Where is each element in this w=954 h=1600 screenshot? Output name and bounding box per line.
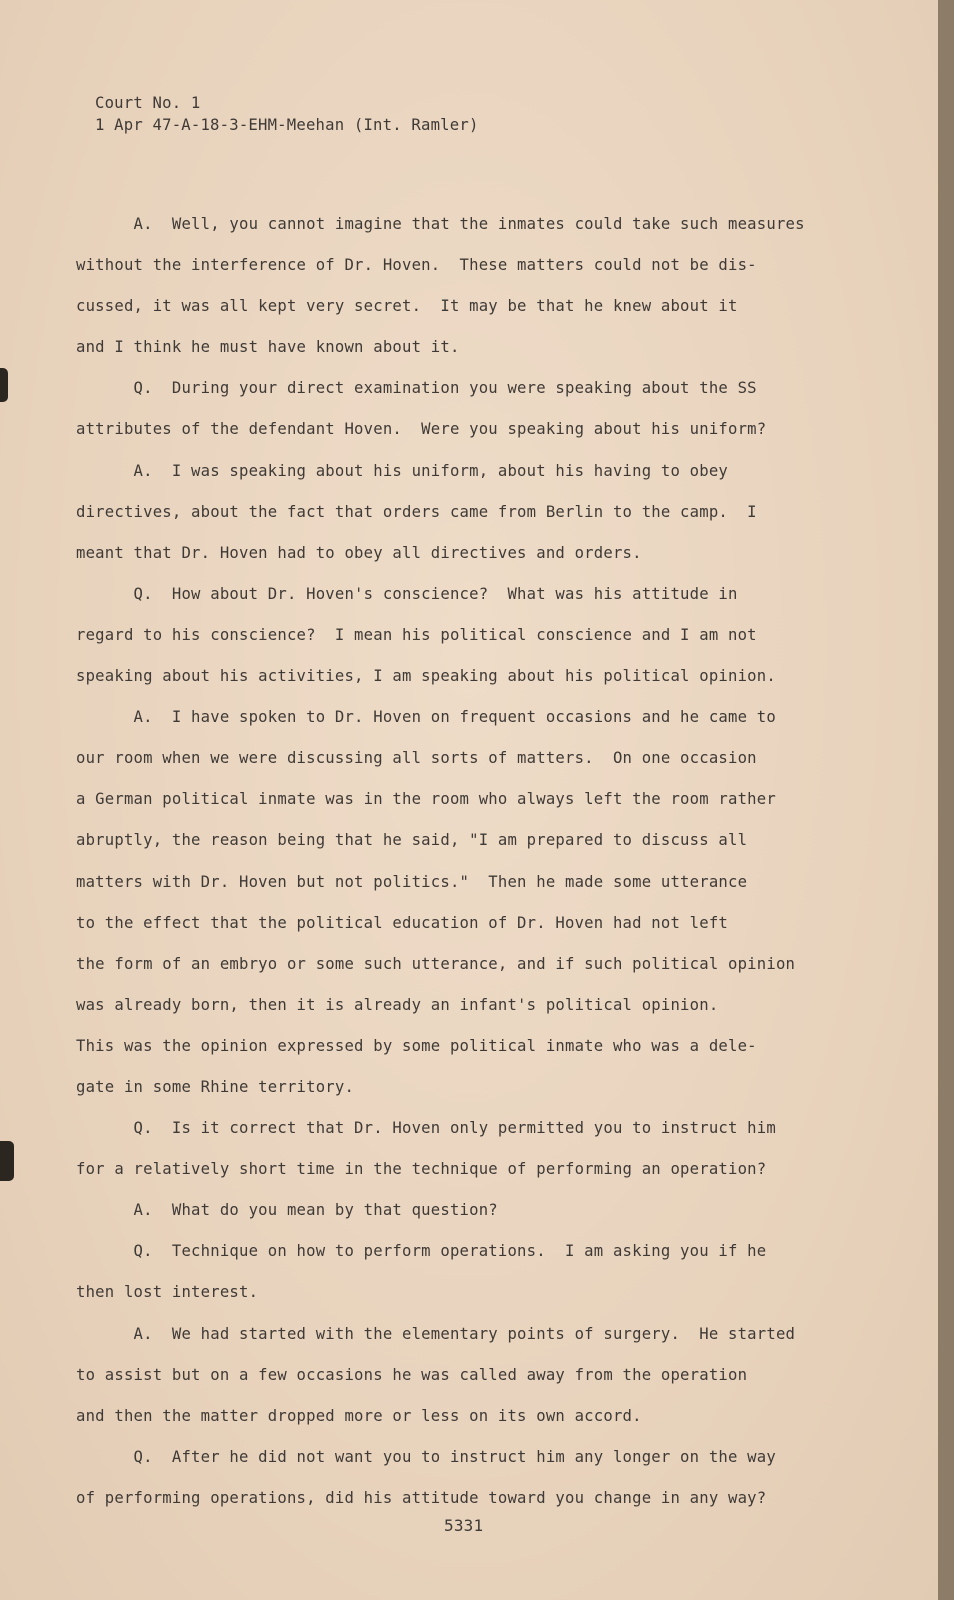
transcript-line-text: for a relatively short time in the technique of performing an operation? xyxy=(76,1160,767,1179)
transcript-line-text: of performing operations, did his attitude toward you change in any way? xyxy=(76,1488,767,1507)
transcript-line-text: without the interference of Dr. Hoven. These matters could not be dis- xyxy=(76,256,757,275)
transcript-line xyxy=(76,1076,926,1117)
transcript-body xyxy=(76,213,926,1528)
transcript-line-text: Q. Technique on how to perform operations. I am asking you if he xyxy=(76,1242,767,1261)
transcript-line-text: attributes of the defendant Hoven. Were you speaking about his uniform? xyxy=(76,420,767,439)
transcript-line xyxy=(76,583,926,624)
transcript-line-text: then lost interest. xyxy=(76,1283,259,1302)
transcript-line-text: directives, about the fact that orders came from Berlin to the camp. I xyxy=(76,502,757,521)
transcript-line xyxy=(76,213,926,254)
transcript-line-text: This was the opinion expressed by some political inmate who was a dele- xyxy=(76,1036,757,1055)
court-number: Court No. 1 xyxy=(95,94,201,112)
page-number: 5331 xyxy=(444,1516,484,1535)
transcript-line-text: matters with Dr. Hoven but not politics." Then he made some utterance xyxy=(76,872,748,891)
transcript-line xyxy=(76,460,926,501)
transcript-line-text: to the effect that the political education of Dr. Hoven had not left xyxy=(76,913,728,932)
transcript-line xyxy=(76,1405,926,1446)
transcript-line xyxy=(76,336,926,377)
transcript-line xyxy=(76,665,926,706)
transcript-line-text: gate in some Rhine territory. xyxy=(76,1077,355,1096)
transcript-line xyxy=(76,829,926,870)
transcript-line xyxy=(76,871,926,912)
transcript-line-text: Q. Is it correct that Dr. Hoven only permitted you to instruct him xyxy=(76,1119,776,1138)
transcript-line-text: A. What do you mean by that question? xyxy=(76,1201,498,1220)
transcript-line-text: and then the matter dropped more or less on its own accord. xyxy=(76,1406,642,1425)
transcript-line xyxy=(76,295,926,336)
transcript-line xyxy=(76,1199,926,1240)
transcript-line xyxy=(76,1117,926,1158)
transcript-line xyxy=(76,418,926,459)
transcript-line xyxy=(76,747,926,788)
transcript-line xyxy=(76,1364,926,1405)
transcript-line xyxy=(76,1487,926,1528)
transcript-line-text: and I think he must have known about it. xyxy=(76,338,460,357)
transcript-line-text: cussed, it was all kept very secret. It may be that he knew about it xyxy=(76,297,738,316)
transcript-line xyxy=(76,1281,926,1322)
transcript-line xyxy=(76,953,926,994)
transcript-line xyxy=(76,1446,926,1487)
binding-hole-bottom xyxy=(0,1141,14,1181)
transcript-line-text: abruptly, the reason being that he said, "I am prepared to discuss all xyxy=(76,831,748,850)
transcript-line xyxy=(76,1323,926,1364)
binding-hole-top xyxy=(0,368,8,402)
transcript-line xyxy=(76,377,926,418)
transcript-line-text: A. I was speaking about his uniform, about his having to obey xyxy=(76,461,728,480)
transcript-line xyxy=(76,1158,926,1199)
transcript-line xyxy=(76,994,926,1035)
transcript-line xyxy=(76,788,926,829)
background-edge xyxy=(938,0,954,1600)
transcript-line-text: our room when we were discussing all sorts of matters. On one occasion xyxy=(76,749,757,768)
transcript-line-text: Q. During your direct examination you were speaking about the SS xyxy=(76,379,757,398)
transcript-line xyxy=(76,1240,926,1281)
transcript-line xyxy=(76,542,926,583)
transcript-line-text: A. I have spoken to Dr. Hoven on frequent occasions and he came to xyxy=(76,708,776,727)
transcript-line xyxy=(76,1035,926,1076)
transcript-line-text: to assist but on a few occasions he was called away from the operation xyxy=(76,1365,748,1384)
transcript-line xyxy=(76,624,926,665)
transcript-line xyxy=(76,706,926,747)
transcript-line-text: A. Well, you cannot imagine that the inmates could take such measures xyxy=(76,215,805,233)
transcript-line-text: A. We had started with the elementary points of surgery. He started xyxy=(76,1324,796,1343)
transcript-line-text: Q. After he did not want you to instruct him any longer on the way xyxy=(76,1447,776,1466)
transcript-line xyxy=(76,912,926,953)
document-header xyxy=(95,92,479,136)
transcript-line-text: meant that Dr. Hoven had to obey all directives and orders. xyxy=(76,543,642,562)
transcript-line-text: speaking about his activities, I am speaking about his political opinion. xyxy=(76,667,776,686)
transcript-reference: 1 Apr 47-A-18-3-EHM-Meehan (Int. Ramler) xyxy=(95,116,479,134)
transcript-line-text: a German political inmate was in the room who always left the room rather xyxy=(76,790,776,809)
transcript-line xyxy=(76,254,926,295)
page-footer xyxy=(444,1516,483,1536)
transcript-line xyxy=(76,501,926,542)
transcript-line-text: was already born, then it is already an infant's political opinion. xyxy=(76,995,719,1014)
transcript-line-text: Q. How about Dr. Hoven's conscience? What was his attitude in xyxy=(76,584,738,603)
transcript-line-text: regard to his conscience? I mean his political conscience and I am not xyxy=(76,625,757,644)
transcript-line-text: the form of an embryo or some such utterance, and if such political opinion xyxy=(76,954,796,973)
